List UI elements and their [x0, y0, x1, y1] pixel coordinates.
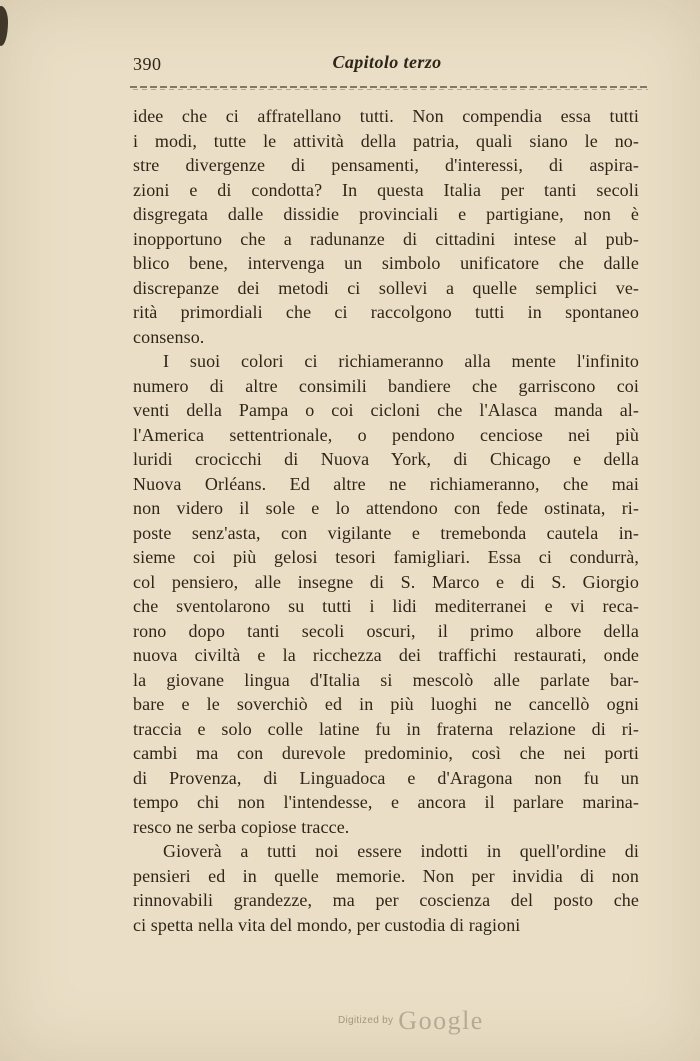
- text-line: Nuova Orléans. Ed altre ne richiameranno, che mai: [133, 473, 639, 494]
- text-line: l'America settentrionale, o pendono cenciose nei più: [133, 424, 639, 445]
- text-line: col pensiero, alle insegne di S. Marco e di S. Giorgio: [133, 571, 639, 592]
- text-line: stre divergenze di pensamenti, d'interessi, di aspira-: [133, 155, 639, 175]
- text-line: cambi ma con durevole predominio, così che nei porti: [133, 743, 639, 763]
- digitized-by-label: Digitized by: [338, 1015, 394, 1026]
- footer: [338, 1006, 484, 1036]
- page-number: 390: [133, 54, 162, 74]
- text-line: sieme coi più gelosi tesori famigliari. Essa ci condurrà,: [133, 547, 639, 567]
- chapter-title: Capitolo terzo: [332, 52, 442, 72]
- text-line: i modi, tutte le attività della patria, quali siano le no-: [133, 130, 639, 151]
- text-line: blico bene, intervenga un simbolo unificatore che dalle: [133, 253, 639, 273]
- text-line: di Provenza, di Linguadoca e d'Aragona non fu un: [133, 767, 639, 788]
- text-line: I suoi colori ci richiameranno alla mente l'infinito: [163, 351, 639, 371]
- text-line: poste senz'asta, con vigilante e tremebonda cautela in-: [133, 522, 639, 543]
- text-line: consenso.: [133, 326, 205, 347]
- text-line: numero di altre consimili bandiere che garriscono coi: [133, 375, 639, 396]
- text-line: rinnovabili grandezze, ma per coscienza del posto che: [133, 890, 639, 910]
- text-line: bare e le soverchiò ed in più luoghi ne cancellò ogni: [133, 694, 639, 714]
- header-rule: [130, 86, 648, 91]
- paragraph: [133, 839, 639, 937]
- paragraph: [133, 349, 639, 839]
- text-line: inopportuno che a radunanze di cittadini intese al pub-: [133, 228, 639, 249]
- text-line: traccia e solo colle latine fu in fraterna relazione di ri-: [133, 718, 639, 739]
- text-line: disgregata dalle dissidie provinciali e partigiane, non è: [133, 204, 639, 224]
- paragraph: [133, 104, 639, 349]
- text-line: idee che ci affratellano tutti. Non compendia essa tutti: [133, 106, 639, 126]
- google-logo: Google: [398, 1006, 484, 1035]
- text-line: che sventolarono su tutti i lidi mediterranei e vi reca-: [133, 596, 639, 616]
- page-header: [133, 52, 641, 78]
- body-text: [133, 104, 639, 937]
- text-line: discrepanze dei metodi ci sollevi a quelle semplici ve-: [133, 277, 639, 298]
- text-line: luridi crocicchi di Nuova York, di Chicago e della: [133, 449, 639, 469]
- scan-artifact: [0, 6, 8, 46]
- text-line: rità primordiali che ci raccolgono tutti in spontaneo: [133, 302, 639, 322]
- text-line: tempo chi non l'intendesse, e ancora il parlare marina-: [133, 792, 639, 812]
- text-line: nuova civiltà e la ricchezza dei traffichi restaurati, onde: [133, 645, 639, 665]
- text-line: ci spetta nella vita del mondo, per custodia di ragioni: [133, 914, 521, 935]
- text-line: venti della Pampa o coi cicloni che l'Alasca manda al-: [133, 400, 639, 420]
- text-line: Gioverà a tutti noi essere indotti in quell'ordine di: [163, 841, 639, 861]
- text-line: non videro il sole e lo attendono con fede ostinata, ri-: [133, 498, 639, 518]
- text-line: la giovane lingua d'Italia si mescolò alle parlate bar-: [133, 669, 639, 690]
- text-line: resco ne serba copiose tracce.: [133, 816, 350, 837]
- text-line: zioni e di condotta? In questa Italia per tanti secoli: [133, 179, 639, 200]
- text-line: pensieri ed in quelle memorie. Non per invidia di non: [133, 865, 639, 886]
- text-line: rono dopo tanti secoli oscuri, il primo albore della: [133, 620, 639, 641]
